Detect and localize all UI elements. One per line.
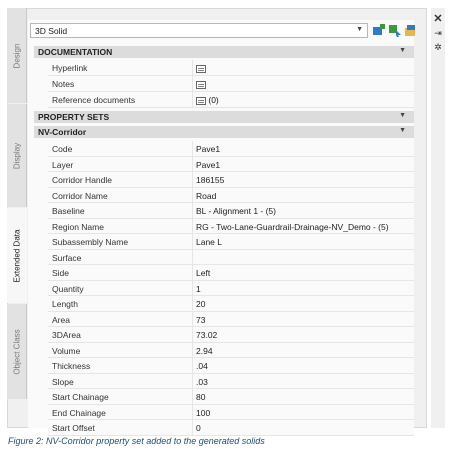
property-row[interactable] [48, 172, 414, 188]
property-value[interactable]: Lane L [192, 234, 414, 249]
property-value[interactable]: 100 [192, 405, 414, 420]
doc-row-reference-documents[interactable]: Reference documents (0) [48, 92, 414, 108]
property-name: Corridor Name [52, 190, 108, 201]
property-name: Start Chainage [52, 392, 109, 402]
property-name: Quantity [52, 283, 84, 294]
property-row[interactable] [48, 327, 414, 343]
property-row[interactable] [48, 250, 414, 266]
property-row[interactable] [48, 203, 414, 219]
select-objects-icon [388, 23, 402, 37]
property-value[interactable]: 73.02 [192, 327, 414, 342]
gear-icon[interactable]: ✲ [434, 42, 442, 52]
doc-row-notes[interactable]: Notes [48, 76, 414, 92]
property-row[interactable] [48, 296, 414, 312]
tab-design[interactable]: Design [7, 8, 27, 103]
tab-object-class[interactable]: Object Class [7, 304, 27, 399]
tab-display[interactable]: Display [7, 104, 27, 207]
property-value[interactable]: RG - Two-Lane-Guardrail-Drainage-NV_Demo - (5) [192, 219, 414, 234]
properties-panel [28, 20, 414, 433]
object-type-select[interactable]: 3D Solid ▼ [30, 23, 368, 38]
property-name: Surface [52, 252, 82, 263]
palette-title-bar [431, 8, 445, 428]
property-value[interactable]: 2.94 [192, 343, 414, 358]
property-row[interactable] [48, 358, 414, 374]
property-value[interactable]: 1 [192, 281, 414, 296]
property-name: 3DArea [52, 330, 81, 340]
auto-hide-icon[interactable]: ⇥ [434, 28, 442, 38]
property-value[interactable]: Left [192, 265, 414, 280]
property-name: Layer [52, 159, 74, 170]
edit-icon[interactable] [196, 65, 206, 73]
property-name: Volume [52, 345, 81, 356]
quick-select-button[interactable] [404, 23, 418, 37]
property-name: End Chainage [52, 407, 106, 418]
property-value[interactable]: BL - Alignment 1 - (5) [192, 203, 414, 218]
property-row[interactable] [48, 389, 414, 405]
quick-select-icon [404, 23, 418, 37]
doc-row-hyperlink[interactable]: Hyperlink [48, 60, 414, 76]
edit-icon[interactable] [196, 97, 206, 105]
property-value[interactable]: 73 [192, 312, 414, 327]
property-row[interactable] [48, 157, 414, 173]
chevron-down-icon: ▼ [356, 26, 363, 33]
property-row[interactable] [48, 265, 414, 281]
chevron-down-icon[interactable]: ▼ [399, 112, 406, 119]
property-name: Subassembly Name [52, 237, 129, 247]
chevron-down-icon[interactable]: ▼ [399, 47, 406, 54]
property-name: Start Offset [52, 423, 95, 433]
add-property-set-icon [372, 23, 386, 37]
section-documentation[interactable]: DOCUMENTATION ▼ [34, 46, 414, 58]
section-property-sets[interactable]: PROPERTY SETS ▼ [34, 111, 414, 123]
vertical-tab-strip [7, 8, 27, 428]
select-objects-button[interactable] [388, 23, 402, 37]
property-row[interactable] [48, 188, 414, 204]
property-name: Corridor Handle [52, 175, 112, 185]
property-name: Slope [52, 376, 74, 387]
chevron-down-icon[interactable]: ▼ [399, 127, 406, 134]
property-value[interactable]: 80 [192, 389, 414, 404]
property-value[interactable] [192, 250, 414, 265]
property-value[interactable]: Pave1 [192, 141, 414, 156]
property-name: Code [52, 144, 73, 154]
figure-caption: Figure 2: NV-Corridor property set added to the generated solids [8, 436, 265, 446]
section-nv-corridor[interactable]: NV-Corridor ▼ [34, 126, 414, 138]
property-row[interactable] [48, 420, 414, 436]
property-name: Area [52, 314, 70, 325]
property-row[interactable] [48, 374, 414, 390]
property-row[interactable] [48, 405, 414, 421]
property-row[interactable] [48, 141, 414, 157]
property-name: Length [52, 299, 78, 309]
property-row[interactable] [48, 281, 414, 297]
property-row[interactable] [48, 219, 414, 235]
add-property-set-button[interactable] [372, 23, 386, 37]
property-value[interactable]: 0 [192, 420, 414, 435]
property-name: Side [52, 268, 70, 278]
property-row[interactable] [48, 343, 414, 359]
object-type-row [28, 20, 414, 42]
tab-extended-data[interactable]: Extended Data [7, 208, 27, 303]
property-name: Thickness [52, 361, 91, 371]
property-value[interactable]: Pave1 [192, 157, 414, 172]
property-name: Baseline [52, 206, 85, 216]
property-value[interactable]: .04 [192, 358, 414, 373]
property-value[interactable]: Road [192, 188, 414, 203]
property-value[interactable]: .03 [192, 374, 414, 389]
property-row[interactable] [48, 234, 414, 250]
property-name: Region Name [52, 221, 104, 232]
property-value[interactable]: 186155 [192, 172, 414, 187]
edit-icon[interactable] [196, 81, 206, 89]
close-icon[interactable]: ✕ [433, 13, 443, 25]
property-value[interactable]: 20 [192, 296, 414, 311]
property-row[interactable] [48, 312, 414, 328]
